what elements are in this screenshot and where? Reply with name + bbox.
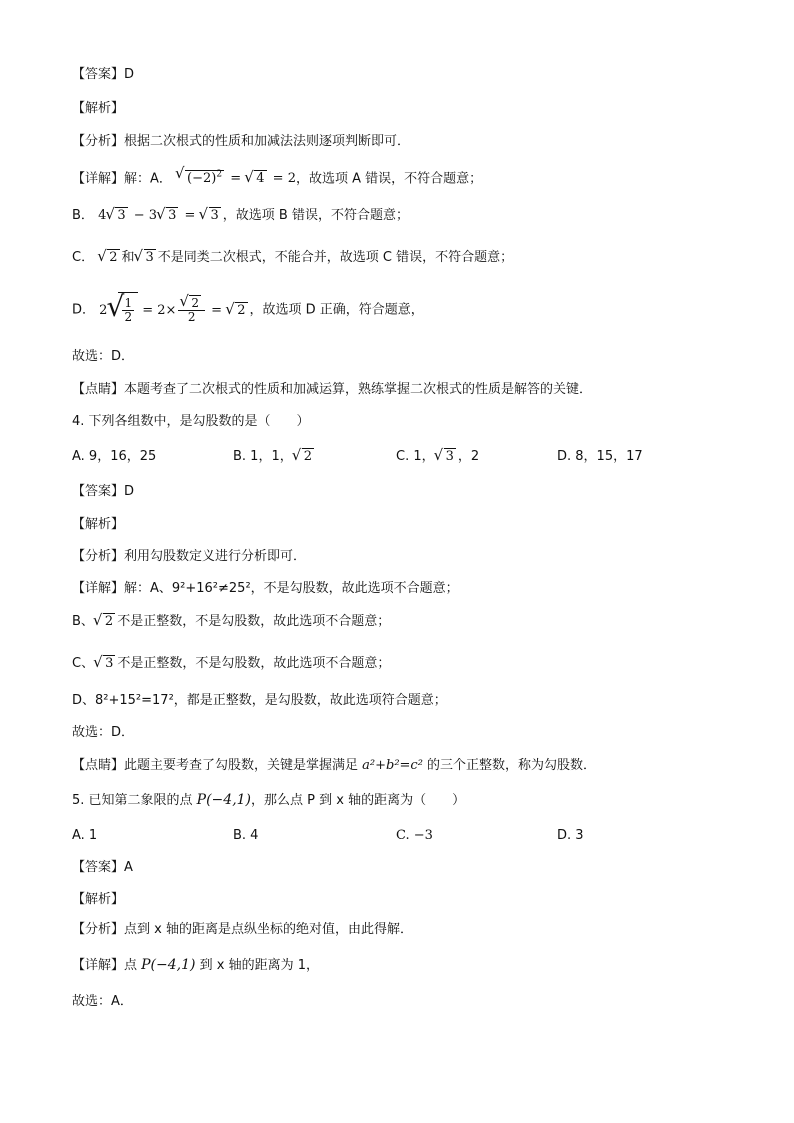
text: 3 bbox=[105, 656, 114, 671]
q4-detail-b bbox=[72, 613, 390, 631]
text: = 2 bbox=[268, 171, 296, 187]
text: 2 bbox=[237, 302, 246, 318]
text: ，那么点 P 到 x 轴的距离为（ ） bbox=[251, 793, 466, 808]
text: = bbox=[180, 208, 200, 223]
text: 【详解】点 bbox=[72, 958, 142, 973]
text: 3 bbox=[117, 208, 126, 223]
q4-remark bbox=[72, 757, 596, 775]
q3-remark: 【点睛】本题考查了二次根式的性质和加减运算，熟练掌握二次根式的性质是解答的关键． bbox=[72, 382, 593, 397]
text: C、 bbox=[72, 656, 95, 671]
text: B. 1，1， bbox=[233, 449, 293, 464]
q3-analysis: 【分析】根据二次根式的性质和加减法法则逐项判断即可． bbox=[72, 134, 411, 149]
q5-analysis-heading: 【解析】 bbox=[72, 892, 125, 907]
text: ，2 bbox=[457, 449, 480, 464]
text: 不是同类二次根式，不能合并，故选项 C 错误，不符合题意； bbox=[157, 250, 514, 265]
formula: a²+b²=c² bbox=[362, 758, 423, 773]
q4-analysis: 【分析】利用勾股数定义进行分析即可． bbox=[72, 549, 307, 564]
q3-detail-c bbox=[72, 249, 513, 267]
text: 3 bbox=[168, 208, 177, 223]
text: C． bbox=[72, 250, 95, 265]
text: = bbox=[207, 302, 227, 318]
text: 4 bbox=[98, 208, 107, 223]
text: B、 bbox=[72, 614, 94, 629]
text: 4 bbox=[256, 171, 265, 187]
q4-choose: 故选：D． bbox=[72, 725, 135, 740]
q5-stem bbox=[72, 791, 465, 810]
text: ，故选项 D 正确，符合题意， bbox=[249, 302, 424, 318]
q3-detail-a: 【详解】解：A． √ $(-2)^2$ = √ 4 = 2，故选项 A 错误，不符合题意； bbox=[72, 166, 482, 188]
q5-analysis: 【分析】点到 x 轴的距离是点纵坐标的绝对值，由此得解． bbox=[72, 922, 413, 937]
q3-detail-b bbox=[72, 207, 409, 225]
q4-answer: 【答案】D bbox=[72, 484, 135, 499]
q4-detail-d: D、8²+15²=17²，都是正整数，是勾股数，故此选项符合题意； bbox=[72, 693, 447, 708]
text: 2 bbox=[104, 614, 114, 629]
text: 【点睛】此题主要考查了勾股数，关键是掌握满足 bbox=[72, 758, 363, 773]
text: − 3 bbox=[129, 208, 158, 223]
q4-option-d: D. 8，15，17 bbox=[557, 449, 643, 464]
q3-analysis-heading: 【解析】 bbox=[72, 101, 125, 116]
text: 5. 已知第二象限的点 bbox=[72, 793, 197, 808]
point: P(−4,1) bbox=[196, 792, 252, 808]
text: = bbox=[230, 171, 246, 187]
text: C. 1， bbox=[396, 449, 435, 464]
q4-option-c bbox=[396, 448, 479, 466]
q5-choose: 故选：A． bbox=[72, 994, 133, 1009]
text: 2 bbox=[124, 310, 133, 324]
text: 的三个正整数，称为勾股数． bbox=[422, 758, 597, 773]
q4-stem: 4. 下列各组数中，是勾股数的是（ ） bbox=[72, 414, 310, 429]
text: 2 bbox=[303, 449, 313, 464]
text: 【详解】解：A． bbox=[72, 171, 172, 187]
q3-answer: 【答案】D bbox=[72, 67, 135, 82]
text: 和 bbox=[121, 250, 135, 265]
q3-choose: 故选：D． bbox=[72, 349, 135, 364]
text: √ 1 bbox=[124, 296, 133, 310]
q3-detail-d bbox=[72, 292, 424, 328]
point: P(−4,1) bbox=[141, 957, 196, 973]
text: 2 bbox=[109, 250, 118, 265]
q4-option-a: A. 9，16，25 bbox=[72, 449, 157, 464]
q4-option-b bbox=[233, 448, 316, 466]
q5-option-a: A. 1 bbox=[72, 828, 98, 843]
text: ，故选项 A 错误，不符合题意； bbox=[295, 171, 483, 187]
text: 2 bbox=[191, 295, 200, 310]
text: D． bbox=[72, 302, 96, 318]
text: 到 x 轴的距离为 1， bbox=[195, 958, 319, 973]
text: (−2) bbox=[187, 171, 217, 187]
q4-detail-a: 【详解】解：A、9²+16²≠25²，不是勾股数，故此选项不合题意； bbox=[72, 581, 459, 596]
text: 2 bbox=[99, 302, 108, 318]
q5-answer: 【答案】A bbox=[72, 860, 133, 875]
text: 2 bbox=[187, 309, 196, 324]
text: B． bbox=[72, 208, 94, 223]
text: 不是正整数，不是勾股数，故此选项不合题意； bbox=[117, 614, 391, 629]
text: 3 bbox=[445, 449, 454, 464]
text: 3 bbox=[145, 250, 154, 265]
text: 3 bbox=[210, 208, 219, 223]
q5-option-c: C. −3 bbox=[396, 828, 433, 843]
q5-detail bbox=[72, 956, 319, 975]
q5-option-b: B. 4 bbox=[233, 828, 259, 843]
q4-analysis-heading: 【解析】 bbox=[72, 517, 125, 532]
text: = 2× bbox=[138, 302, 177, 318]
text: 不是正整数，不是勾股数，故此选项不合题意； bbox=[117, 656, 391, 671]
text: ，故选项 B 错误，不符合题意； bbox=[222, 208, 409, 223]
q5-option-d: D. 3 bbox=[557, 828, 584, 843]
q4-detail-c bbox=[72, 655, 390, 673]
